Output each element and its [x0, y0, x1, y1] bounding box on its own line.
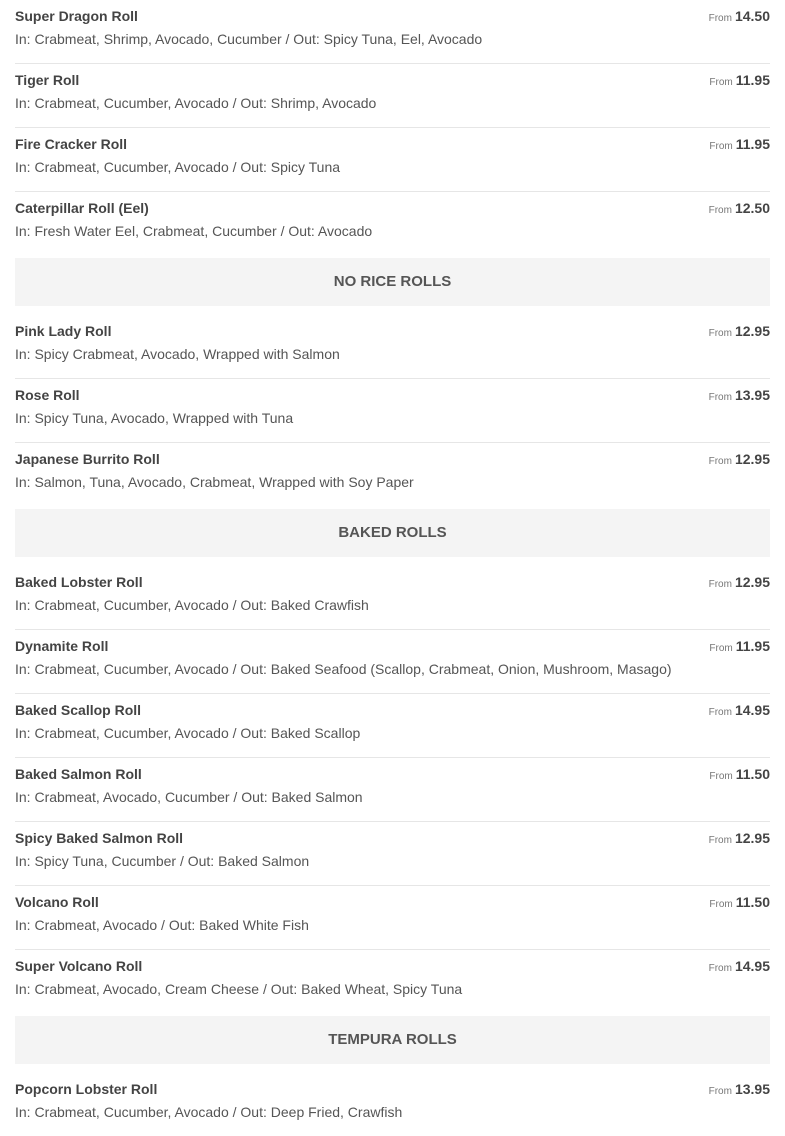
menu-item-description: In: Spicy Crabmeat, Avocado, Wrapped with Salmon: [15, 346, 340, 362]
menu-item-name: Japanese Burrito Roll: [15, 451, 160, 467]
menu-item[interactable]: [15, 64, 770, 128]
menu-item-name: Super Dragon Roll: [15, 8, 138, 24]
menu-item-description: In: Spicy Tuna, Cucumber / Out: Baked Salmon: [15, 853, 310, 869]
price-value: 14.95: [734, 702, 770, 718]
menu-item[interactable]: [15, 694, 770, 758]
menu-item-price: [709, 200, 770, 218]
menu-item[interactable]: [15, 315, 770, 379]
price-from-label: From: [708, 205, 732, 216]
menu-item-description: In: Crabmeat, Cucumber, Avocado / Out: Baked Seafood (Scallop, Crabmeat, Onion, Mushroom, Masago): [15, 661, 672, 677]
menu-item-price: [709, 766, 770, 784]
menu-item-description: In: Crabmeat, Cucumber, Avocado / Out: Baked Crawfish: [15, 597, 369, 613]
menu-item[interactable]: [15, 1073, 770, 1136]
menu-item-name: Tiger Roll: [15, 72, 80, 88]
menu-item-description: In: Spicy Tuna, Avocado, Wrapped with Tuna: [15, 410, 294, 426]
menu-item-description: In: Crabmeat, Cucumber, Avocado / Out: Baked Scallop: [15, 725, 361, 741]
menu-item-price: [709, 387, 770, 405]
price-from-label: From: [709, 141, 733, 152]
menu-item-name: Dynamite Roll: [15, 638, 109, 654]
menu-item-name: Volcano Roll: [15, 894, 99, 910]
section-header: NO RICE ROLLS: [15, 258, 770, 306]
menu-item-name: Rose Roll: [15, 387, 80, 403]
menu-item-name: Super Volcano Roll: [15, 958, 143, 974]
price-from-label: From: [708, 392, 732, 403]
price-value: 12.95: [734, 323, 770, 339]
menu-item-price: [709, 638, 770, 656]
menu-item-description: In: Crabmeat, Avocado, Cream Cheese / Out: Baked Wheat, Spicy Tuna: [15, 981, 463, 997]
menu-item-price: [709, 830, 770, 848]
menu-item[interactable]: [15, 822, 770, 886]
menu-item[interactable]: [15, 128, 770, 192]
price-value: 12.50: [734, 200, 770, 216]
menu-item-name: Baked Scallop Roll: [15, 702, 142, 718]
section-header: TEMPURA ROLLS: [15, 1016, 770, 1064]
menu-item-name: Spicy Baked Salmon Roll: [15, 830, 184, 846]
menu-item-description: In: Crabmeat, Cucumber, Avocado / Out: Spicy Tuna: [15, 159, 341, 175]
menu-item-price: [709, 958, 770, 976]
price-value: 13.95: [734, 387, 770, 403]
menu-item-price: [709, 574, 770, 592]
section-header: BAKED ROLLS: [15, 509, 770, 557]
menu-list: [15, 0, 770, 1136]
menu-item-price: [709, 702, 770, 720]
menu-item[interactable]: [15, 950, 770, 1013]
price-value: 12.95: [734, 830, 770, 846]
price-from-label: From: [709, 899, 733, 910]
menu-item-name: Fire Cracker Roll: [15, 136, 128, 152]
menu-item-name: Baked Salmon Roll: [15, 766, 142, 782]
menu-item[interactable]: [15, 379, 770, 443]
price-from-label: From: [709, 77, 733, 88]
price-value: 11.95: [735, 136, 770, 152]
price-from-label: From: [708, 328, 732, 339]
menu-item-name: Caterpillar Roll (Eel): [15, 200, 149, 216]
menu-item[interactable]: [15, 886, 770, 950]
price-value: 12.95: [734, 574, 770, 590]
menu-item-description: In: Fresh Water Eel, Crabmeat, Cucumber / Out: Avocado: [15, 223, 373, 239]
menu-item[interactable]: [15, 630, 770, 694]
menu-item-name: Popcorn Lobster Roll: [15, 1081, 158, 1097]
price-from-label: From: [709, 643, 733, 654]
menu-item-price: [709, 894, 770, 912]
menu-item[interactable]: [15, 0, 770, 64]
price-from-label: From: [708, 963, 732, 974]
price-from-label: From: [708, 835, 732, 846]
menu-item-price: [709, 136, 770, 154]
menu-item-price: [709, 8, 770, 26]
price-from-label: From: [708, 456, 732, 467]
menu-item-description: In: Crabmeat, Shrimp, Avocado, Cucumber / Out: Spicy Tuna, Eel, Avocado: [15, 31, 483, 47]
price-value: 14.95: [734, 958, 770, 974]
menu-item-description: In: Crabmeat, Cucumber, Avocado / Out: Deep Fried, Crawfish: [15, 1104, 403, 1120]
menu-item-name: Baked Lobster Roll: [15, 574, 143, 590]
menu-item-price: [709, 323, 770, 341]
menu-item-description: In: Salmon, Tuna, Avocado, Crabmeat, Wrapped with Soy Paper: [15, 474, 414, 490]
price-value: 13.95: [734, 1081, 770, 1097]
price-value: 11.50: [735, 894, 770, 910]
menu-item[interactable]: [15, 566, 770, 630]
price-from-label: From: [708, 1086, 732, 1097]
menu-item-price: [709, 72, 770, 90]
price-value: 12.95: [734, 451, 770, 467]
menu-item-description: In: Crabmeat, Cucumber, Avocado / Out: Shrimp, Avocado: [15, 95, 377, 111]
price-from-label: From: [708, 13, 732, 24]
price-value: 14.50: [734, 8, 770, 24]
price-from-label: From: [708, 579, 732, 590]
menu-item[interactable]: [15, 758, 770, 822]
menu-item-price: [709, 1081, 770, 1099]
menu-item[interactable]: [15, 192, 770, 255]
menu-item-price: [709, 451, 770, 469]
price-value: 11.95: [735, 72, 770, 88]
menu-item-description: In: Crabmeat, Avocado / Out: Baked White Fish: [15, 917, 309, 933]
price-from-label: From: [709, 771, 733, 782]
price-from-label: From: [708, 707, 732, 718]
menu-item-name: Pink Lady Roll: [15, 323, 112, 339]
menu-item[interactable]: [15, 443, 770, 506]
price-value: 11.95: [735, 638, 770, 654]
price-value: 11.50: [735, 766, 770, 782]
menu-item-description: In: Crabmeat, Avocado, Cucumber / Out: Baked Salmon: [15, 789, 363, 805]
